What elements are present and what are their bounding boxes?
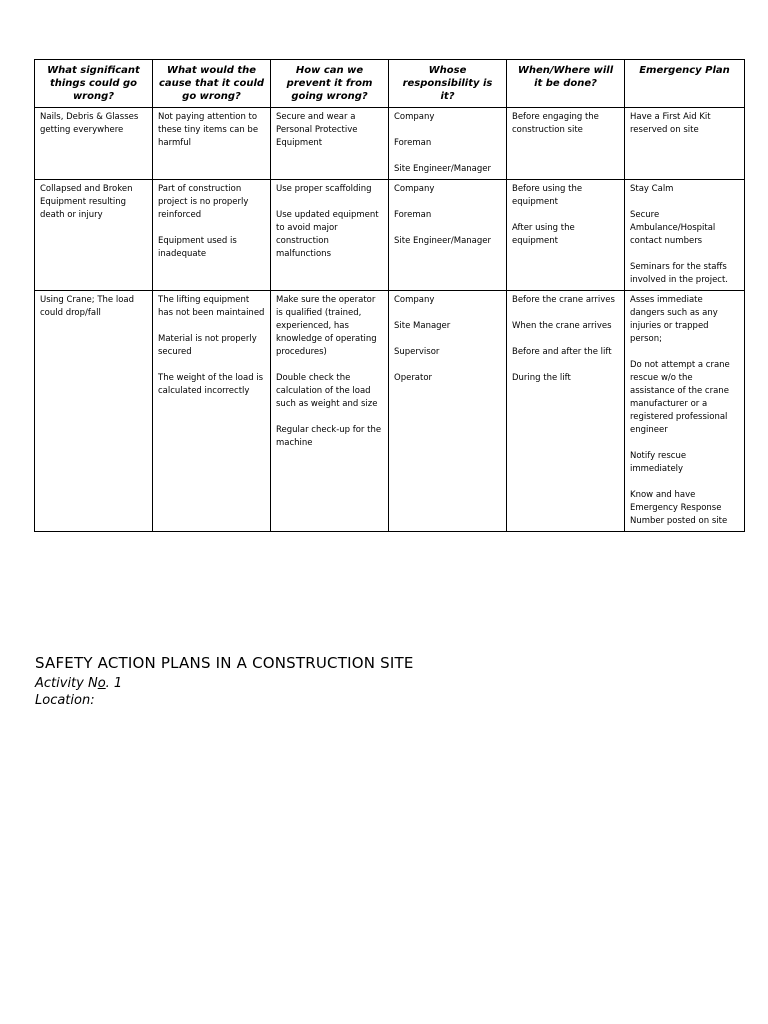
- table-cell: [507, 108, 625, 180]
- table-cell: [35, 108, 153, 180]
- cell-paragraph: During the lift: [512, 373, 571, 383]
- table-cell: [271, 108, 389, 180]
- cell-paragraph: Operator: [394, 373, 433, 383]
- table-row: [35, 291, 745, 532]
- cell-paragraph: Seminars for the staffs involved in the project.: [630, 262, 729, 285]
- cell-paragraph: Have a First Aid Kit reserved on site: [630, 112, 711, 135]
- header-cell: How can we prevent it from going wrong?: [271, 60, 389, 108]
- cell-paragraph: The weight of the load is calculated incorrectly: [158, 373, 264, 396]
- cell-paragraph: Know and have Emergency Response Number posted on site: [630, 490, 728, 526]
- cell-paragraph: Company: [394, 112, 435, 122]
- cell-paragraph: Collapsed and Broken Equipment resulting death or injury: [40, 184, 133, 220]
- table-cell: [389, 180, 507, 291]
- cell-paragraph: After using the equipment: [512, 223, 575, 246]
- cell-paragraph: Use updated equipment to avoid major construction malfunctions: [276, 210, 379, 259]
- safety-plan-table: [34, 59, 745, 532]
- table-cell: [35, 180, 153, 291]
- activity-number-abbrev: o: [97, 676, 106, 691]
- cell-paragraph: Before using the equipment: [512, 184, 583, 207]
- table-row: [35, 108, 745, 180]
- cell-paragraph: Using Crane; The load could drop/fall: [40, 295, 134, 318]
- cell-paragraph: Notify rescue immediately: [630, 451, 687, 474]
- table-cell: [507, 180, 625, 291]
- header-cell: What significant things could go wrong?: [35, 60, 153, 108]
- document-title: SAFETY ACTION PLANS IN A CONSTRUCTION SITE: [35, 654, 414, 672]
- cell-paragraph: Do not attempt a crane rescue w/o the assistance of the crane manufacturer or a registered professional engineer: [630, 360, 730, 435]
- table-cell: [507, 291, 625, 532]
- cell-paragraph: Before and after the lift: [512, 347, 612, 357]
- cell-paragraph: Company: [394, 295, 435, 305]
- cell-paragraph: The lifting equipment has not been maintained: [158, 295, 265, 318]
- cell-paragraph: Make sure the operator is qualified (trained, experienced, has knowledge of operating procedures): [276, 295, 377, 357]
- cell-paragraph: Not paying attention to these tiny items can be harmful: [158, 112, 259, 148]
- cell-paragraph: Foreman: [394, 138, 432, 148]
- table-body: [35, 108, 745, 532]
- table-cell: [35, 291, 153, 532]
- location-label: Location:: [35, 693, 95, 708]
- cell-paragraph: Site Engineer/Manager: [394, 164, 491, 174]
- table-cell: [625, 108, 745, 180]
- cell-paragraph: Regular check-up for the machine: [276, 425, 382, 448]
- table-cell: [271, 291, 389, 532]
- header-cell: What would the cause that it could go wrong?: [153, 60, 271, 108]
- table-cell: [625, 180, 745, 291]
- cell-paragraph: Equipment used is inadequate: [158, 236, 237, 259]
- table-cell: [271, 180, 389, 291]
- cell-paragraph: Supervisor: [394, 347, 440, 357]
- table-cell: [389, 108, 507, 180]
- table-cell: [153, 108, 271, 180]
- cell-paragraph: Use proper scaffolding: [276, 184, 372, 194]
- cell-paragraph: Site Manager: [394, 321, 451, 331]
- table-row: [35, 180, 745, 291]
- cell-paragraph: Before the crane arrives: [512, 295, 615, 305]
- cell-paragraph: Material is not properly secured: [158, 334, 257, 357]
- cell-paragraph: Foreman: [394, 210, 432, 220]
- cell-paragraph: Before engaging the construction site: [512, 112, 599, 135]
- table-cell: [625, 291, 745, 532]
- table-cell: [389, 291, 507, 532]
- activity-prefix: Activity N: [35, 676, 98, 691]
- activity-number: [35, 676, 122, 692]
- header-cell: Emergency Plan: [625, 60, 745, 108]
- cell-paragraph: Asses immediate dangers such as any injuries or trapped person;: [630, 295, 718, 344]
- cell-paragraph: Nails, Debris & Glasses getting everywhere: [40, 112, 139, 135]
- table-cell: [153, 180, 271, 291]
- cell-paragraph: Secure and wear a Personal Protective Equipment: [276, 112, 358, 148]
- activity-suffix: . 1: [105, 676, 123, 691]
- cell-paragraph: Company: [394, 184, 435, 194]
- cell-paragraph: Double check the calculation of the load such as weight and size: [276, 373, 378, 409]
- cell-paragraph: Stay Calm: [630, 184, 674, 194]
- header-cell: When/Where will it be done?: [507, 60, 625, 108]
- cell-paragraph: When the crane arrives: [512, 321, 612, 331]
- table-cell: [153, 291, 271, 532]
- table-header-row: [35, 60, 745, 108]
- header-cell: Whose responsibility is it?: [389, 60, 507, 108]
- cell-paragraph: Site Engineer/Manager: [394, 236, 491, 246]
- cell-paragraph: Secure Ambulance/Hospital contact numbers: [630, 210, 716, 246]
- cell-paragraph: Part of construction project is no properly reinforced: [158, 184, 249, 220]
